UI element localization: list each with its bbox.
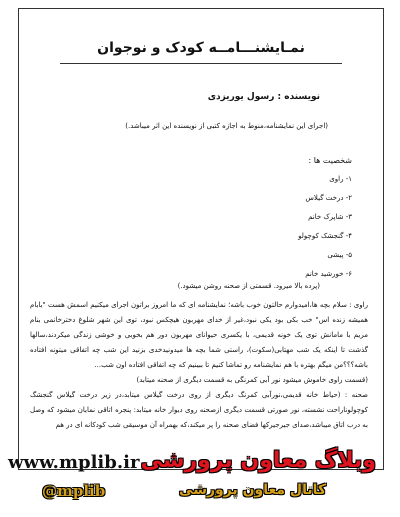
cast-item: ۶- خورشید خانم <box>305 270 352 278</box>
watermark-brand: وبلاگ معاون پرورشی <box>140 448 376 473</box>
permission-note: (اجرای این نمایشنامه،منوط به اجازه کتبی از نویسنده این اثر میباشد.) <box>125 122 328 130</box>
page-title: نمـایشنـــامــه کودک و نوجوان <box>97 40 305 56</box>
watermark-handle: @mplib <box>42 482 106 500</box>
body-paragraph: صحنه : (حیاط خانه قدیمی،نورآبی کمرنگ دیگری از روی درخت گیلاس میتابد،در زیر درخت گیلاس گنجشگ کوچولوناراحت نشسته، نور صورتی قسمت دیگری ازصحنه روی دیوار خانه میتابد: پنجره اتاقی نمایان میشود که وصل به درب اتاق میباشد،صدای جیرجیرکها فضای صحنه را پر میکند،که بهمراه آن موسیقی شب کودکانه ای در هم <box>30 391 368 429</box>
cast-item: ۵- پیشی <box>327 251 352 259</box>
cast-list <box>298 170 352 284</box>
cast-item: ۱- راوی <box>329 175 352 183</box>
body-paragraph: راوی : سلام بچه ها،امیدوارم حالتون خوب باشه؛ نمایشنامه ای که ما امروز براتون اجرای میکنیم اسمش هست "بابام همیشه زنده اس" خب بکی بود یکی نبود،غیر از خدای مهربون هیچکس نبود، توی این شهر شلوغ دخترخانمی بنام مریم با مامانش توی یک خونه قدیمی، با یکسری حیوانای مهربون دور هم بخوبی و خوشی زندگی میکردند،سالها گذشت تا اینکه یک شب مهتابی(سکوت)، راستی شما بچه ها میدونیدخدی بزنید این شب چه اتفاقی میتونه افتاده باشه؟؟؟من میگم بهتره با هم نمایشنامه رو تماشا کنیم تا ببینیم که چه اتفاقی افتاده اون شب... <box>30 301 368 369</box>
cast-item: ۲- درخت گیلاس <box>305 194 352 202</box>
cast-item: ۳- شاپرک خانم <box>308 213 352 221</box>
stage-direction: (پرده بالا میرود. قسمتی از صحنه روشن میشود.) <box>177 282 320 290</box>
body-text <box>30 298 368 433</box>
watermark-channel: کانال معاون پرورشی <box>179 482 326 498</box>
body-paragraph: (قسمت راوی خاموش میشود نور آبی کمرنگی به قسمت دیگری از صحنه میتابد) <box>136 376 368 384</box>
title-underline <box>60 63 342 64</box>
author-line: نویسنده : رسول یوریزدی <box>207 92 320 102</box>
cast-item: ۴- گنجشک کوچولو <box>298 232 352 240</box>
watermark-url: www.mplib.ir <box>8 452 140 473</box>
cast-heading: شخصیت ها : <box>308 156 352 165</box>
